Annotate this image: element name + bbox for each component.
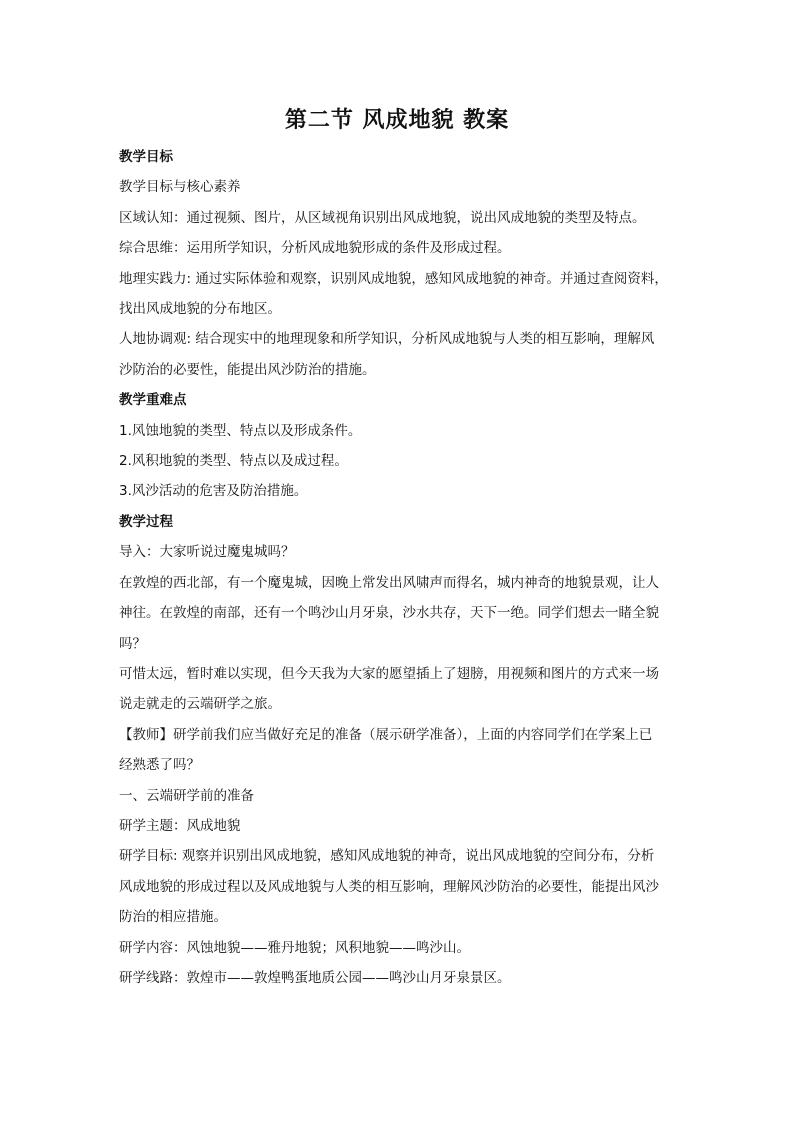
text-line: 神往。在敦煌的南部，还有一个鸣沙山月牙泉，沙水共存，天下一绝。同学们想去一睹全貌 — [119, 605, 659, 622]
text-line: 3.风沙活动的危害及防治措施。 — [119, 483, 308, 500]
text-line: 综合思维：运用所学知识，分析风成地貌形成的条件及形成过程。 — [119, 240, 511, 257]
document-title: 第二节 风成地貌 教案 — [284, 108, 510, 133]
section-heading: 教学过程 — [119, 513, 173, 530]
text-line: 研学主题：风成地貌 — [119, 817, 241, 834]
text-line: 沙防治的必要性，能提出风沙防治的措施。 — [119, 361, 376, 378]
text-line: 经熟悉了吗？ — [119, 757, 200, 774]
text-line: 导入：大家听说过魔鬼城吗？ — [119, 544, 295, 561]
document-body — [119, 142, 679, 993]
text-line: 在敦煌的西北部，有一个魔鬼城，因晚上常发出风啸声而得名，城内神奇的地貌景观，让人 — [119, 574, 659, 591]
text-line: 教学目标与核心素养 — [119, 179, 241, 196]
text-line: 1.风蚀地貌的类型、特点以及形成条件。 — [119, 422, 362, 439]
text-line: 研学线路：敦煌市——敦煌鸭蛋地质公园——鸣沙山月牙泉景区。 — [119, 969, 511, 986]
text-line: 风成地貌的形成过程以及风成地貌与人类的相互影响，理解风沙防治的必要性，能提出风沙 — [119, 878, 659, 895]
text-line: 找出风成地貌的分布地区。 — [119, 301, 281, 318]
text-line: 可惜太远，暂时难以实现，但今天我为大家的愿望插上了翅膀，用视频和图片的方式来一场 — [119, 665, 659, 682]
text-line: 地理实践力: 通过实际体验和观察，识别风成地貌，感知风成地貌的神奇。并通过查阅资料， — [119, 270, 668, 287]
text-line: 一、云端研学前的准备 — [119, 787, 254, 804]
text-line: 【教师】研学前我们应当做好充足的准备（展示研学准备），上面的内容同学们在学案上已 — [119, 726, 653, 743]
text-line: 说走就走的云端研学之旅。 — [119, 696, 281, 713]
text-line: 吗？ — [119, 635, 146, 652]
section-heading: 教学重难点 — [119, 392, 187, 409]
text-line: 研学目标: 观察并识别出风成地貌，感知风成地貌的神奇，说出风成地貌的空间分布，分析 — [119, 848, 655, 865]
text-line: 人地协调观: 结合现实中的地理现象和所学知识，分析风成地貌与人类的相互影响，理解风 — [119, 331, 655, 348]
text-line: 研学内容：风蚀地貌——雅丹地貌；风积地貌——鸣沙山。 — [119, 939, 470, 956]
section-heading: 教学目标 — [119, 149, 173, 165]
text-line: 防治的相应措施。 — [119, 909, 227, 926]
text-line: 区域认知：通过视频、图片，从区域视角识别出风成地貌，说出风成地貌的类型及特点。 — [119, 209, 646, 226]
text-line: 2.风积地貌的类型、特点以及成过程。 — [119, 453, 348, 470]
